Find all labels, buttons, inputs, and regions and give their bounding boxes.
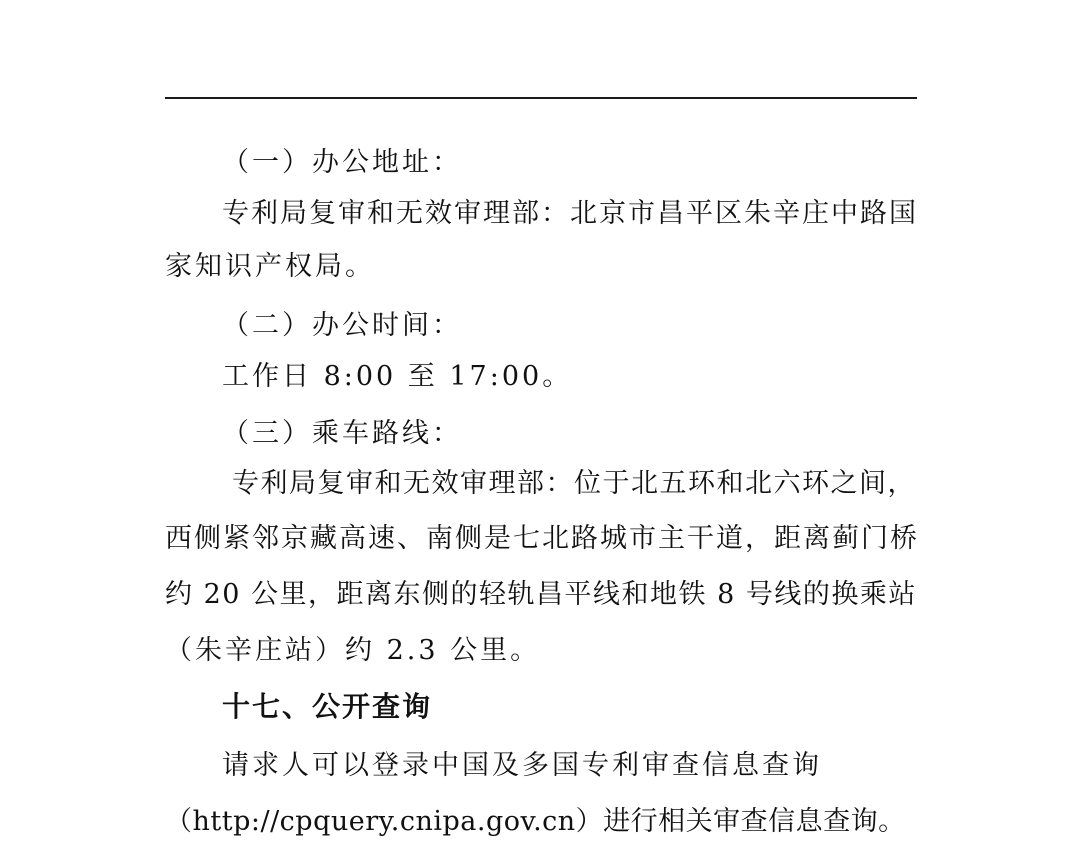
office-address-line-2: 家知识产权局。 xyxy=(165,251,375,282)
office-address-line-1: 专利局复审和无效审理部：北京市昌平区朱辛庄中路国 xyxy=(222,198,918,229)
public-query-line-1: 请求人可以登录中国及多国专利审查信息查询 xyxy=(222,750,822,781)
transit-line-2: 西侧紧邻京藏高速、南侧是七北路城市主干道，距离蓟门桥 xyxy=(165,523,919,554)
public-query-heading: 十七、公开查询 xyxy=(222,690,433,723)
top-divider xyxy=(165,97,917,99)
public-query-line-2: （http://cpquery.cnipa.gov.cn）进行相关审查信息查询。 xyxy=(165,806,906,837)
office-hours-heading: （二）办公时间： xyxy=(222,310,462,341)
transit-line-1: 专利局复审和无效审理部：位于北五环和北六环之间， xyxy=(232,468,916,499)
transit-line-4: （朱辛庄站）约 2.3 公里。 xyxy=(165,635,541,666)
transit-line-3: 约 20 公里，距离东侧的轻轨昌平线和地铁 8 号线的换乘站 xyxy=(165,579,917,610)
transit-heading: （三）乘车路线： xyxy=(222,418,462,449)
office-address-heading: （一）办公地址： xyxy=(222,147,462,178)
office-hours-line-1: 工作日 8:00 至 17:00。 xyxy=(222,361,573,392)
